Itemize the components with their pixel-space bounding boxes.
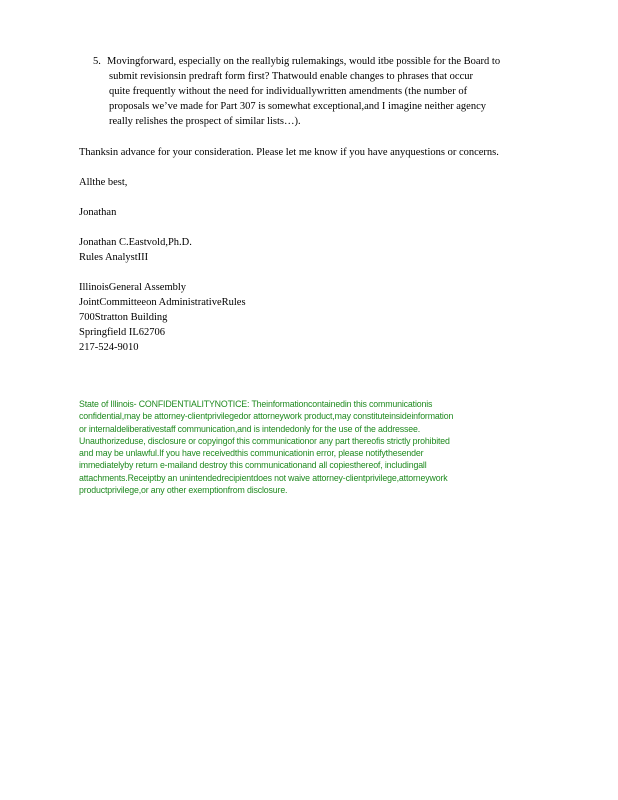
disclaimer-line: confidential,may be attorney-clientprivilegedor attorneywork product,may constituteinsideinformation <box>79 411 454 422</box>
list-item-text <box>107 54 557 129</box>
signature-building: 700Stratton Building <box>79 312 168 323</box>
signature-title: Rules AnalystIII <box>79 252 149 263</box>
list-line: quite frequently without the need for individuallywritten amendments (the number of <box>109 86 468 97</box>
thanks-paragraph: Thanksin advance for your consideration. Please let me know if you have anyquestions or concerns. <box>79 147 499 158</box>
signature-org: IllinoisGeneral Assembly <box>79 282 187 293</box>
signature-name: Jonathan C.Eastvold,Ph.D. <box>79 237 192 248</box>
disclaimer-line: Unauthorizeduse, disclosure or copyingof this communicationor any part thereofis strictly prohibited <box>79 435 450 446</box>
disclaimer-line: immediatelyby return e-mailand destroy this communicationand all copiesthereof, includingall <box>79 460 427 471</box>
list-line: Movingforward, especially on the reallybig rulemakings, would itbe possible for the Board to <box>107 56 501 67</box>
signature-phone: 217-524-9010 <box>79 342 139 353</box>
disclaimer-line: State of Illinois- CONFIDENTIALITYNOTICE: Theinformationcontainedin this communicationis <box>79 399 433 409</box>
signature-block-address <box>79 280 246 355</box>
disclaimer-line: or internaldeliberativestaff communication,and is intendedonly for the use of the addressee. <box>79 423 421 434</box>
signature-committee: JointCommitteeon AdministrativeRules <box>79 297 246 308</box>
signature-block-name <box>79 235 192 265</box>
disclaimer-line: and may be unlawful.If you have receivedthis communicationin error, please notifythesender <box>79 448 424 459</box>
first-name: Jonathan <box>79 207 117 218</box>
confidentiality-notice <box>79 398 549 496</box>
list-line: submit revisionsin predraft form first? Thatwould enable changes to phrases that occur <box>109 71 473 82</box>
disclaimer-line: productprivilege,or any other exemptionfrom disclosure. <box>79 485 288 496</box>
signature-city: Springfield IL62706 <box>79 327 166 338</box>
disclaimer-line: attachments.Receiptby an unintendedrecipientdoes not waive attorney-clientprivilege,attorneywork <box>79 472 448 483</box>
closing-line: Allthe best, <box>79 177 128 188</box>
list-line: really relishes the prospect of similar lists…). <box>109 116 301 127</box>
list-line: proposals we’ve made for Part 307 is somewhat exceptional,and I imagine neither agency <box>109 101 487 112</box>
list-number: 5. <box>93 56 101 67</box>
